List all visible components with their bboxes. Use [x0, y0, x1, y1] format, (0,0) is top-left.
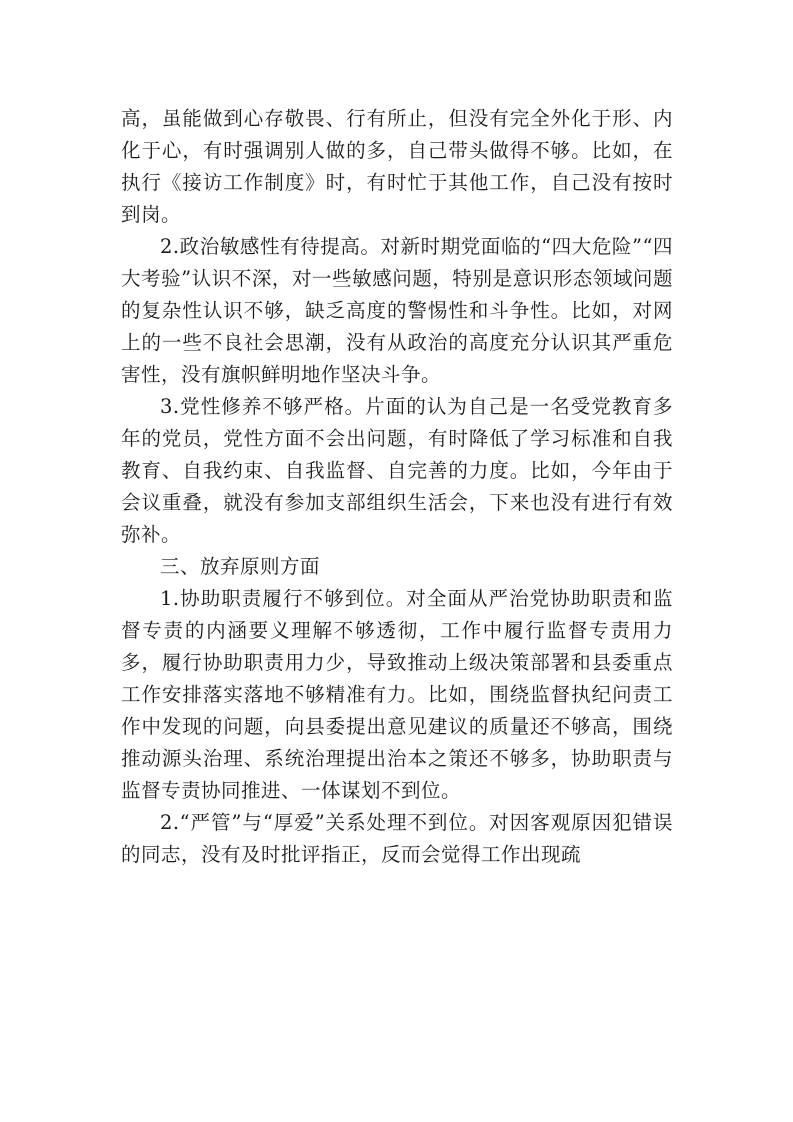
- body-paragraph-continuation: 高，虽能做到心存敬畏、行有所止，但没有完全外化于形、内化于心，有时强调别人做的多，自己带头做得不够。比如，在执行《接访工作制度》时，有时忙于其他工作，自己没有按时到岗。: [121, 107, 673, 226]
- body-paragraph-party-spirit: 3.党性修养不够严格。片面的认为自己是一名受党教育多年的党员，党性方面不会出问题，有时降低了学习标准和自我教育、自我约束、自我监督、自完善的力度。比如，今年由于会议重叠，就没有参加支部组织生活会，下来也没有进行有效弥补。: [121, 395, 673, 546]
- section-heading-principles: 三、放弃原则方面: [160, 555, 321, 578]
- body-paragraph-strict-care: 2.“严管”与“厚爱”关系处理不到位。对因客观原因犯错误的同志，没有及时批评指正，反而会觉得工作出现疏: [121, 811, 673, 866]
- body-paragraph-assist-duties: 1.协助职责履行不够到位。对全面从严治党协助职责和监督专责的内涵要义理解不够透彻，工作中履行监督专责用力多，履行协助职责用力少，导致推动上级决策部署和县委重点工作安排落实落地不够精准有力。比如，围绕监督执纪问责工作中发现的问题，向县委提出意见建议的质量还不够高，围绕推动源头治理、系统治理提出治本之策还不够多，协助职责与监督专责协同推进、一体谋划不到位。: [121, 587, 673, 802]
- document-body: [121, 103, 673, 871]
- body-paragraph-political-sensitivity: 2.政治敏感性有待提高。对新时期党面临的“四大危险”“四大考验”认识不深，对一些敏感问题，特别是意识形态领域问题的复杂性认识不够，缺乏高度的警惕性和斗争性。比如，对网上的一些不良社会思潮，没有从政治的高度充分认识其严重危害性，没有旗帜鲜明地作坚决斗争。: [121, 235, 673, 386]
